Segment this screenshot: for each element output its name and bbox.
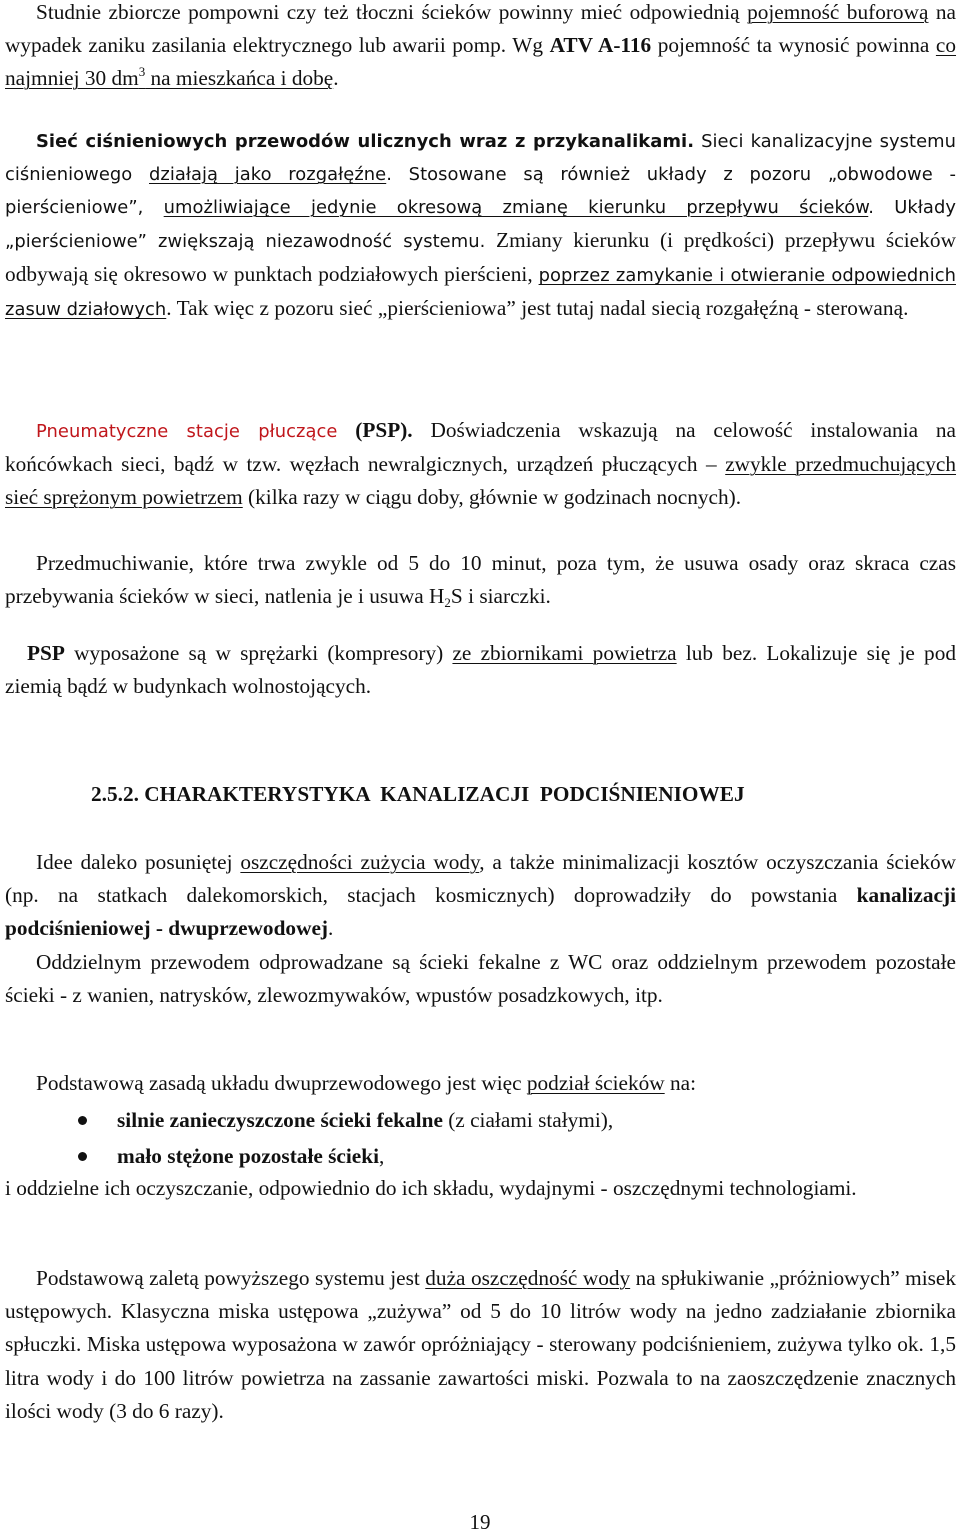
list-item: [5, 1103, 956, 1139]
bold-phrase: mało stężone pozostałe ścieki: [117, 1143, 380, 1168]
bold-phrase: ATV A-116: [549, 33, 652, 58]
bold-phrase: (PSP).: [337, 418, 413, 442]
bullet-dot-icon: [78, 1152, 87, 1161]
paragraph-pressure-network: [5, 125, 956, 327]
underlined-phrase: poprzez zamykanie i otwieranie odpowiednich zasuw działowych: [5, 265, 956, 321]
underlined-phrase: ze zbiornikami powietrza: [452, 641, 677, 665]
text-run: (kilka razy w ciągu doby, głównie w godzinach nocnych).: [242, 485, 742, 510]
text-run: Zmiany kierunku (i prędkości) przepływu ścieków odbywają się okresowo w punktach podziałowych pierścieni,: [5, 228, 956, 287]
section-heading: 2.5.2. CHARAKTERYSTYKA KANALIZACJI PODCIŚNIENIOWEJ: [91, 782, 745, 806]
bold-phrase: kanalizacji podciśnieniowej - dwuprzewodowej: [5, 883, 956, 941]
text-run: na spłukiwanie „próżniowych” misek ustępowych. Klasyczna miska ustępowa „zużywa” od 5 do 10 litrów wody na jedno zadziałanie zbiornika spłuczki. Miska ustępowa wyposażona w zawór opróżniający - sterowany podciśnieniem, zużywa tylko ok. 1,5 litra wody i do 100 litrów powietrza na zassanie zawartości miski. Pozwala to na zaoszczędzenie znacznych ilości wody (3 do 6 razy).: [5, 1266, 957, 1423]
bold-phrase: PSP: [27, 641, 65, 665]
text-run: wyposażone są w sprężarki (kompresory): [64, 641, 453, 665]
underlined-phrase: umożliwiające jedynie okresową zmianę kierunku przepływu ścieków: [163, 197, 869, 219]
paragraph-principle: [5, 1067, 956, 1100]
paragraph-blowing-through: [5, 547, 956, 613]
text-run: Doświadczenia wskazują na celowość instalowania na końcówkach sieci, bądź w tzw. węzłach newralgicznych, urządzeń płuczących –: [5, 418, 956, 477]
paragraph-buffer-capacity: [5, 0, 956, 96]
bullet-list: [5, 1103, 956, 1174]
bold-phrase: Sieć ciśnieniowych przewodów ulicznych wraz z przykanalikami.: [36, 131, 695, 152]
text-run: .: [328, 916, 334, 941]
paragraph-water-savings: [5, 1262, 956, 1428]
list-item: [5, 1139, 956, 1175]
underlined-phrase: podział ścieków: [526, 1071, 665, 1095]
text-run: lub bez. Lokalizuje się je pod ziemią bądź w budynkach wolnostojących.: [5, 641, 956, 699]
underlined-phrase: duża oszczędność wody: [425, 1266, 631, 1290]
underlined-phrase: zwykle przedmuchujących sieć sprężonym powietrzem: [5, 452, 957, 510]
paragraph-separate-pipes: Oddzielnym przewodem odprowadzane są ścieki fekalne z WC oraz oddzielnym przewodem pozostałe ścieki - z wanien, natrysków, zlewozmywaków, wpustów posadzkowych, itp.: [5, 950, 956, 1008]
text-run: co najmniej 30 dm: [5, 33, 957, 91]
text-run: Sieci kanalizacyjne systemu ciśnieniowego: [5, 131, 956, 186]
text-run: na wypadek zaniku zasilania elektrycznego lub awarii pomp. Wg: [5, 0, 956, 58]
underlined-phrase: pojemność buforową: [747, 0, 929, 24]
paragraph-treatment: i oddzielne ich oczyszczanie, odpowiednio do ich składu, wydajnymi - oszczędnymi technologiami.: [5, 1176, 857, 1200]
text-run: na mieszkańca i dobę: [145, 66, 334, 91]
text-run: (z ciałami stałymi),: [442, 1108, 614, 1132]
text-run: S i siarczki.: [450, 584, 551, 609]
text-run: Idee daleko posuniętej: [36, 850, 241, 874]
text-run: Przedmuchiwanie, które trwa zwykle od 5 do 10 minut, poza tym, że usuwa osady oraz skraca czas przebywania ścieków w sieci, natlenia je i usuwa H: [5, 551, 956, 609]
bold-phrase: silnie zanieczyszczone ścieki fekalne: [117, 1108, 443, 1132]
text-run: pojemność ta wynosić powinna: [651, 33, 936, 58]
superscript: 3: [138, 64, 146, 80]
text-run: . Stosowane są również układy z pozoru „obwodowe - pierścieniowe”,: [5, 164, 956, 219]
paragraph-vacuum-intro: [5, 846, 956, 946]
paragraph-psp-stations: [5, 414, 956, 515]
subscript: 2: [444, 595, 451, 611]
text-run: . Tak więc z pozoru sieć „pierścieniowa” jest tutaj nadal siecią rozgałęźną - sterowaną.: [166, 296, 909, 321]
text-run: Studnie zbiorcze pompowni czy też tłoczni ścieków powinny mieć odpowiednią: [36, 0, 748, 24]
text-run: , a także minimalizacji kosztów oczyszczania ścieków (np. na statkach dalekomorskich, stacjach kosmicznych) doprowadziły do powstania: [5, 850, 956, 908]
text-run: . Układy „pierścieniowe” zwiększają niezawodność systemu.: [5, 197, 956, 253]
text-run: na:: [664, 1071, 697, 1095]
text-run: .: [333, 66, 339, 91]
underlined-phrase: oszczędności zużycia wody: [240, 850, 480, 874]
red-term: Pneumatyczne stacje płuczące: [36, 421, 338, 442]
text-run: Podstawową zasadą układu dwuprzewodowego jest więc: [36, 1071, 527, 1095]
page-number: 19: [469, 1510, 491, 1534]
bullet-dot-icon: [78, 1116, 87, 1125]
text-run: Podstawową zaletą powyższego systemu jest: [36, 1266, 426, 1290]
text-run: ,: [379, 1143, 385, 1168]
paragraph-psp-compressors: [5, 637, 956, 703]
underlined-phrase: działają jako rozgałęźne: [149, 164, 387, 186]
